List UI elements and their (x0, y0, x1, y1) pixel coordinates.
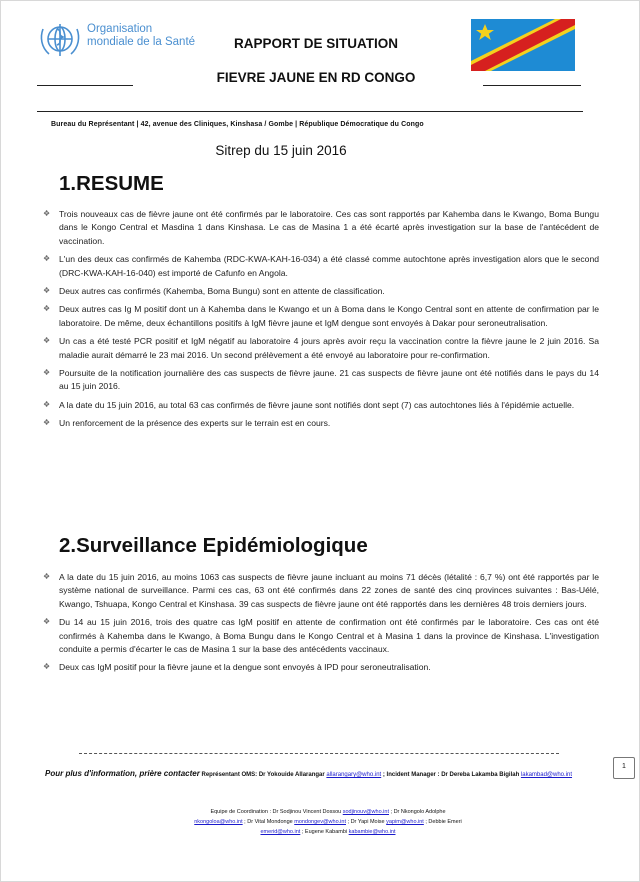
bullet-text: Un cas a été testé PCR positif et IgM négatif au laboratoire 4 jours après avoir reçu la vaccination contre la fièvre jaune le 2 juin 2016. Sa maladie aurait démarré le 23 mai 2016. Un second prélèvement a été envoyé au laboratoire pour re-confirmation. (59, 336, 599, 360)
bullet-item (43, 367, 599, 394)
coordination-line-1-rest: ; Dr Nkongolo Adolphe (388, 809, 446, 815)
coordination-line-2-rest: ; Dr Yapi Moise (346, 819, 387, 825)
header-rule-right (483, 85, 581, 86)
diamond-bullet-icon: ❖ (43, 286, 51, 296)
bullet-item (43, 399, 599, 412)
section-1-bullets (43, 208, 599, 436)
footer-separator (79, 753, 559, 754)
bullet-text: L'un des deux cas confirmés de Kahemba (RDC-KWA-KAH-16-034) a été classé comme autochtone après investigation alors que le second (DRC-KWA-KAH-16-040) est importé de Cafunfo en Angola. (59, 254, 599, 278)
section-1-title: 1.RESUME (59, 172, 164, 195)
bullet-text: Du 14 au 15 juin 2016, trois des quatre cas IgM positif en attente de confirmation ont été confirmés par le laboratoire. Ces cas ont été confirmés à Kahemba dans le Kwango, à Boma Bungu dans le Kongo Central et à Masina 1 dans la province de Kinshasa. L'investigation conduite a permis d'écarter le cas de Masina 1 sur la base des antécédents vaccinaux. (59, 617, 599, 655)
report-title (181, 27, 451, 95)
coordination-line-1 (113, 807, 543, 817)
page-number: 1 (613, 757, 635, 779)
header-rule-full (37, 111, 583, 112)
section-2-bullets (43, 571, 599, 680)
bullet-text: Deux cas IgM positif pour la fièvre jaune et la dengue sont envoyés à IPD pour seroneutralisation. (59, 662, 431, 673)
bullet-item (43, 571, 599, 611)
coordination-label: Equipe de Coordination : Dr Sodjinou Vincent Dossou (210, 809, 343, 815)
coordination-email-6[interactable]: kabambie@who.int (348, 829, 396, 835)
coordination-email-1[interactable]: sodjinouv@who.int (342, 809, 389, 815)
diamond-bullet-icon: ❖ (43, 617, 51, 627)
bullet-text: Un renforcement de la présence des experts sur le terrain est en cours. (59, 418, 331, 429)
representative-email-link[interactable]: allarangary@who.int (326, 772, 382, 778)
title-line-2: FIEVRE JAUNE EN RD CONGO (216, 70, 416, 85)
contact-incident-manager: ; Incident Manager : Dr Dereba Lakamba Bigilah (381, 772, 521, 778)
coordination-line-2-text: ; Dr Vital Mondonge (242, 819, 295, 825)
who-emblem-icon (37, 19, 83, 59)
header-rule-left (37, 85, 133, 86)
bullet-item (43, 303, 599, 330)
bullet-text: A la date du 15 juin 2016, au total 63 cas confirmés de fièvre jaune sont notifiés dont sept (7) cas autochtones liés à l'épidémie actuelle. (59, 399, 575, 410)
diamond-bullet-icon: ❖ (43, 399, 51, 409)
incident-manager-email-link[interactable]: lakambad@who.int (520, 772, 573, 778)
diamond-bullet-icon: ❖ (43, 418, 51, 428)
diamond-bullet-icon: ❖ (43, 368, 51, 378)
diamond-bullet-icon: ❖ (43, 336, 51, 346)
bullet-item (43, 661, 599, 674)
sitrep-date: Sitrep du 15 juin 2016 (215, 143, 347, 158)
bullet-text: Deux autres cas confirmés (Kahemba, Boma Bungu) sont en attente de classification. (59, 286, 385, 297)
bullet-item (43, 335, 599, 362)
bullet-item (43, 208, 599, 248)
bullet-item (43, 285, 599, 298)
office-address: Bureau du Représentant | 42, avenue des Cliniques, Kinshasa / Gombe | République Démocratique du Congo (51, 121, 424, 128)
contact-representative: Représentant OMS: Dr Yokouide Allarangar (199, 772, 327, 778)
coordination-email-4[interactable]: yapim@who.int (386, 819, 424, 825)
coordination-line-2-rest2: ; Debbie Emeri (423, 819, 462, 825)
diamond-bullet-icon: ❖ (43, 304, 51, 314)
contact-intro: Pour plus d'information, prière contacter (45, 769, 200, 778)
coordination-line-3 (113, 827, 543, 837)
who-org-name-line1: Organisation (87, 23, 153, 35)
coordination-email-3[interactable]: mondongev@who.int (294, 819, 346, 825)
bullet-text: Deux autres cas Ig M positif dont un à Kahemba dans le Kwango et un à Boma dans le Kongo Central sont en attente de confirmation par le laboratoire. De même, deux échantillons positifs à IgM fièvre jaune et IgM dengue sont envoyés à Dakar pour seroneutralisation. (59, 304, 599, 328)
diamond-bullet-icon: ❖ (43, 209, 51, 218)
section-2-title: 2.Surveillance Epidémiologique (59, 534, 368, 557)
coordination-email-2[interactable]: nkongoloa@who.int (194, 819, 243, 825)
coordination-line-3-text: ; Eugene Kabambi (300, 829, 349, 835)
coordination-team (113, 807, 543, 837)
who-org-name (87, 23, 195, 49)
bullet-text: Poursuite de la notification journalière des cas suspects de fièvre jaune. 21 cas suspects de fièvre jaune ont été notifiés dans le pays du 14 au 15 juin 2016. (59, 368, 599, 392)
contact-info (45, 767, 605, 782)
diamond-bullet-icon: ❖ (43, 572, 51, 581)
who-org-name-line2: mondiale de la Santé (87, 36, 196, 48)
diamond-bullet-icon: ❖ (43, 662, 51, 672)
drc-flag-icon (471, 19, 575, 71)
bullet-text: A la date du 15 juin 2016, au moins 1063 cas suspects de fièvre jaune incluant au moins 71 décès (létalité : 6,7 %) ont été rapportés par le système national de surveillance. Parmi ces cas, 63 ont été confirmés dans 22 zones de santé des cinq provinces suivantes : Bas-Uélé, Kwango, Tshuapa, Kongo Central et Kinshasa. 39 cas suspects de fièvre jaune ont été rapportés dans les dernières 48 trois derniers jours. (59, 572, 599, 609)
bullet-item (43, 616, 599, 656)
title-line-1: RAPPORT DE SITUATION (233, 36, 398, 51)
bullet-item (43, 253, 599, 280)
bullet-text: Trois nouveaux cas de fièvre jaune ont été confirmés par le laboratoire. Ces cas sont rapportés par Kahemba dans le Kwango, Boma Bungu dans le Kongo Central et Masdina 1 dans Kinshasa. Le cas de Masina 1 a été écarté après investigation sur la base de l'antécédent de vaccination. (59, 209, 599, 246)
coordination-line-2 (113, 817, 543, 827)
coordination-email-5[interactable]: emerid@who.int (260, 829, 301, 835)
bullet-item (43, 417, 599, 430)
diamond-bullet-icon: ❖ (43, 254, 51, 264)
